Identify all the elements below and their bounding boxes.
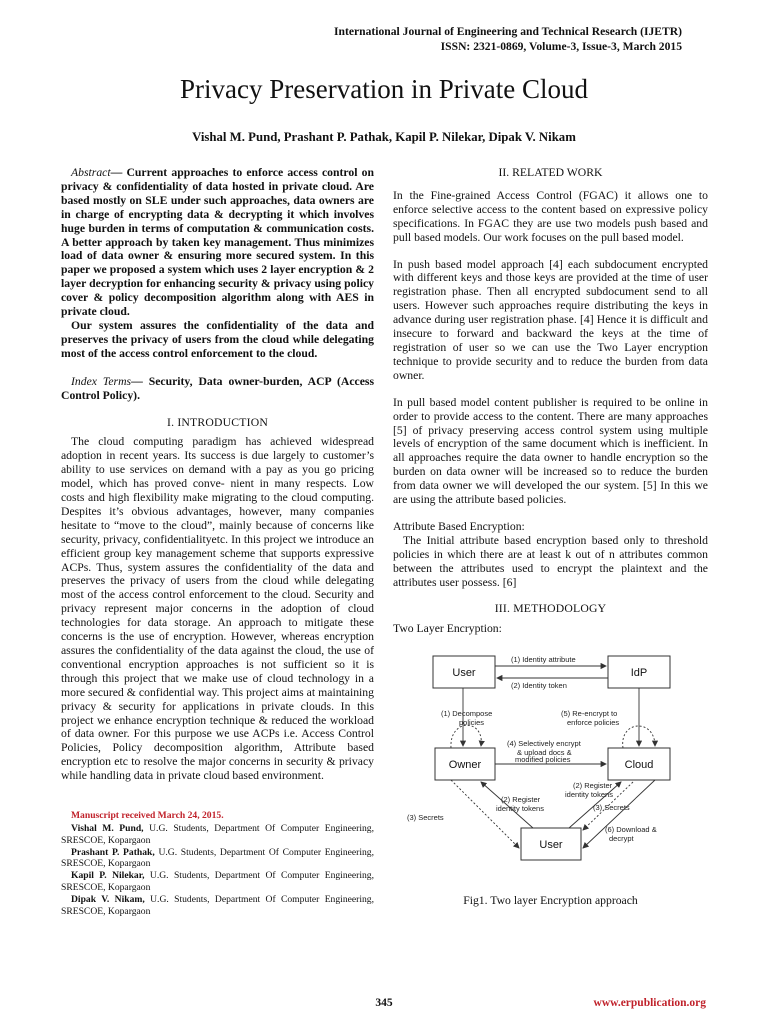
left-column bbox=[61, 166, 374, 917]
paper-title: Privacy Preservation in Private Cloud bbox=[180, 74, 588, 104]
intro-text: The cloud computing paradigm has achieved widespread adoption in recent years. Its success is due largely to customer’s ability to use services on demand with a pay as you go pricing model, which has proved conve- nient in many respects. Low costs and high flexibility make migrating to the cloud computing. Despites it’s obvious advantages, however, many companies hesitate to “move to the cloud”, mainly because of concerns like security, privacy, confidentialityetc. In this project we introduce an efficient group key management scheme that supports expressive ACPs. Thus, system assures the confidentiality of the data and preserves the privacy of users from the cloud while delegating most of the access control enforcement to the cloud. Security and privacy represent major concerns in the adoption of cloud technologies for data storage. An approach to mitigate these concerns is the use of encryption. However, whereas encryption assures the confidentiality of the data against the cloud, the use of conventional encryption approaches is not sufficient so it is through this project that we make use of cloud technology in a more secured & confidential way. This project aims at maintaining privacy & security for applications in private clouds. In this project we enhance encryption technique & reduced the workload of data owner. For this purpose we use ACPs i.e. Access Control Policies, Policy decomposition algorithm, Attribute based encryption etc to resolve the major concerns in security & privacy while handling data in private cloud based environment. bbox=[61, 435, 374, 783]
index-terms bbox=[61, 375, 374, 403]
two-layer-encryption-figure bbox=[393, 648, 708, 918]
author-affiliation bbox=[61, 823, 374, 847]
label-reencrypt-2: enforce policies bbox=[567, 718, 620, 728]
label-identity-attr: (1) Identity attribute bbox=[511, 655, 576, 665]
label-selective-1: (4) Selectively encrypt bbox=[507, 739, 581, 749]
label-secrets-left: (3) Secrets bbox=[407, 813, 444, 823]
abstract bbox=[61, 166, 374, 319]
box-label-user-bottom: User bbox=[539, 839, 563, 852]
encryption-diagram bbox=[393, 648, 708, 880]
related-heading: II. RELATED WORK bbox=[498, 166, 603, 179]
label-secrets-right: (3) Secrets bbox=[593, 803, 630, 813]
label-download-1: (6) Download & bbox=[605, 825, 657, 835]
author-detail: U.G. Students, Department Of Computer Engineering, SRESCOE, Kopargaon bbox=[61, 870, 374, 893]
label-reencrypt-1: (5) Re-encrypt to bbox=[561, 709, 618, 719]
author-name: Prashant P. Pathak, bbox=[71, 846, 155, 858]
index-terms-text: Security, Data owner-burden, ACP (Access Control Policy). bbox=[61, 374, 374, 402]
label-reg-right-2: identity tokens bbox=[565, 790, 613, 800]
journal-name: International Journal of Engineering and Technical Research (IJETR) bbox=[334, 25, 682, 38]
paper-authors: Vishal M. Pund, Prashant P. Pathak, Kapil P. Nilekar, Dipak V. Nikam bbox=[192, 130, 576, 144]
right-column bbox=[393, 166, 708, 918]
author-affiliation bbox=[61, 847, 374, 871]
manuscript-received: Manuscript received March 24, 2015. bbox=[71, 810, 224, 822]
author-affiliation bbox=[61, 894, 374, 918]
author-detail: U.G. Students, Department Of Computer Engineering, SRESCOE, Kopargaon bbox=[61, 822, 374, 846]
intro-heading: I. INTRODUCTION bbox=[166, 415, 269, 429]
figure-caption: Fig1. Two layer Encryption approach bbox=[463, 894, 638, 908]
journal-header bbox=[334, 24, 682, 54]
page-number: 345 bbox=[375, 997, 393, 1009]
related-paragraph-1: In the Fine-grained Access Control (FGAC) it allows one to enforce selective access to the content based on expressive policy specifications. In FGAC they are use two models push based and pull based models. Our work focuses on the pull based model. bbox=[393, 188, 708, 244]
author-detail: U.G. Students, Department Of Computer Engineering, SRESCOE, Kopargaon bbox=[61, 846, 374, 870]
abstract-text: Current approaches to enforce access control on privacy & confidentiality of data hosted in private cloud. Are based mostly on SLE under such approaches, data owners are in charge of encrypting data & decrypting it which involves huge burden in terms of computation & communication costs. A better approach by taken key management. Thus minimizes load of data owner & ensuring more secured system. In this paper we proposed a system which uses 2 layer encryption & 2 layer decryption for enhancing security & privacy using policy cover & policy decomposition algorithm along with AES in private cloud. bbox=[61, 166, 375, 319]
abstract-label: Abstract bbox=[71, 166, 111, 179]
author-name: Dipak V. Nikam, bbox=[71, 893, 145, 905]
author-name: Kapil P. Nilekar, bbox=[71, 870, 145, 882]
footer-url[interactable]: www.erpublication.org bbox=[593, 997, 706, 1009]
related-paragraph-2: In push based model approach [4] each subdocument encrypted with different keys and those keys are provided at the time of user registration phase. Then all encrypted subdocument send to all users. However such approaches require distributing the keys in advance during user registration phase. [4] Hence it is difficult and insecure to forward and backward the keys at the time of registration of user so we can use the Two Layer encryption technique to provide security and to reduce the burden from data owner. bbox=[393, 257, 708, 382]
abe-title: Attribute Based Encryption: bbox=[393, 519, 525, 533]
author-name: Vishal M. Pund, bbox=[71, 822, 144, 834]
author-detail: U.G. Students, Department Of Computer Engineering, SRESCOE, Kopargaon bbox=[61, 893, 374, 917]
label-selective-2: & upload docs & bbox=[517, 748, 572, 758]
journal-issn: ISSN: 2321-0869, Volume-3, Issue-3, March 2015 bbox=[440, 40, 682, 53]
label-decompose-2: policies bbox=[459, 718, 485, 728]
related-paragraph-3: In pull based model content publisher is required to be online in order to provide access to the content. There are many approaches [5] of privacy preserving access control system using multiple levels of encryption of the same document which is inefficient. In all approaches require the data owner to handle encryption so the burden on data owner will be increased so to reduce the burden from data owner we will developed the our system. [5] In this we are using the attribute based policies. bbox=[393, 395, 708, 507]
method-subtitle: Two Layer Encryption: bbox=[393, 622, 502, 636]
decompose-loop bbox=[451, 726, 481, 749]
author-affiliation bbox=[61, 870, 374, 894]
label-selective-3: modified policies bbox=[515, 755, 571, 765]
label-identity-token: (2) Identity token bbox=[511, 681, 567, 691]
box-label-owner: Owner bbox=[448, 759, 482, 772]
abe-text: The Initial attribute based encryption based only to threshold policies in which there are at least k out of n attributes common between the attributes used to encrypt the plaintext and the attributes user possess. [6] bbox=[393, 533, 708, 589]
label-decompose-1: (1) Decompose bbox=[441, 709, 493, 719]
abstract-dash: — bbox=[110, 166, 127, 179]
box-label-cloud: Cloud bbox=[624, 759, 654, 772]
secrets-left-arrow bbox=[451, 780, 519, 848]
box-label-idp: IdP bbox=[630, 667, 648, 680]
label-reg-right-1: (2) Register bbox=[573, 781, 613, 791]
label-download-2: decrypt bbox=[609, 834, 634, 844]
index-terms-label: Index Terms bbox=[71, 374, 132, 388]
box-label-user-top: User bbox=[452, 667, 476, 680]
label-reg-left-2: identity tokens bbox=[496, 804, 544, 814]
index-terms-dash: — bbox=[131, 374, 149, 388]
label-reg-left-1: (2) Register bbox=[501, 795, 541, 805]
method-heading: III. METHODOLOGY bbox=[494, 602, 607, 616]
abstract-text-2: Our system assures the confidentiality of the data and preserves the privacy of users from the cloud while delegating most of the access control enforcement to the cloud. bbox=[61, 318, 374, 360]
